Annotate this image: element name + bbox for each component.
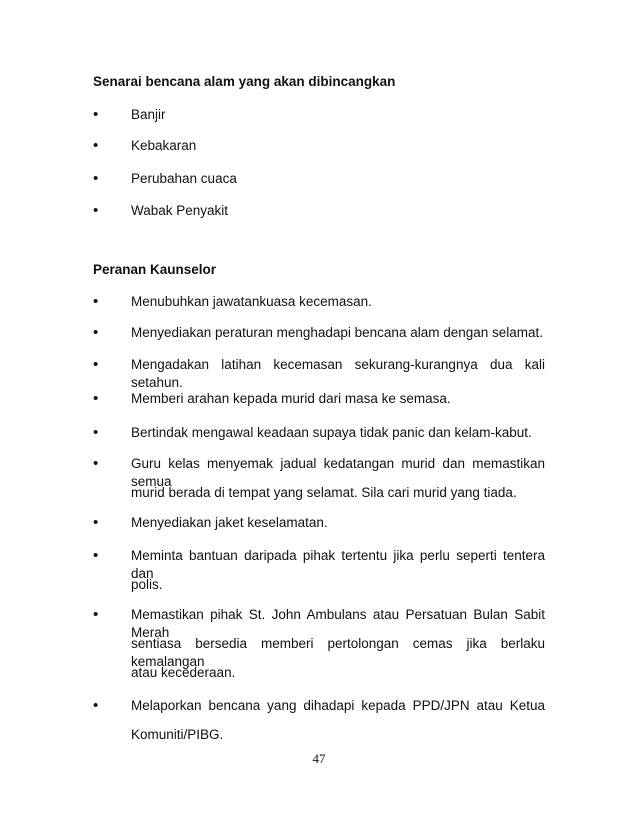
section-heading-counselor-role: Peranan Kaunselor (93, 262, 217, 277)
bullet-icon: • (93, 514, 99, 531)
list-item (93, 137, 545, 166)
bullet-icon: • (93, 455, 99, 472)
list-item (93, 697, 545, 755)
bullet-icon: • (93, 170, 99, 187)
bullet-icon: • (93, 106, 99, 123)
list-item-text: atau kecederaan. (131, 665, 236, 680)
list-item-text: Kebakaran (131, 138, 197, 153)
list-item-text: Menyediakan jaket keselamatan. (131, 515, 328, 530)
bullet-icon: • (93, 137, 99, 154)
list-item-text: Menubuhkan jawatankuasa kecemasan. (131, 294, 372, 309)
list-item-text: Meminta bantuan daripada pihak tertentu jika perlu seperti tentera dan (131, 548, 545, 581)
list-item (93, 455, 545, 513)
list-item (93, 202, 545, 231)
section-heading-disasters: Senarai bencana alam yang akan dibincangkan (93, 74, 396, 89)
bullet-icon: • (93, 324, 99, 341)
list-item (93, 356, 545, 390)
list-item (93, 106, 545, 135)
list-item-text: Melaporkan bencana yang dihadapi kepada PPD/JPN atau Ketua (131, 698, 545, 713)
bullet-icon: • (93, 606, 99, 623)
list-item-text: Komuniti/PIBG. (131, 727, 224, 742)
page-number: 47 (312, 751, 326, 766)
list-item (93, 424, 545, 453)
list-item-text: Wabak Penyakit (131, 203, 229, 218)
list-item-text: Mengadakan latihan kecemasan sekurang-kurangnya dua kali setahun. (131, 357, 545, 390)
list-item (93, 514, 545, 543)
bullet-icon: • (93, 293, 99, 310)
bullet-icon: • (93, 356, 99, 373)
list-item-text: Bertindak mengawal keadaan supaya tidak panic dan kelam-kabut. (131, 425, 532, 440)
list-item-text: polis. (131, 577, 163, 592)
list-item-text: sentiasa bersedia memberi pertolongan cemas jika berlaku kemalangan (131, 636, 545, 669)
bullet-icon: • (93, 547, 99, 564)
bullet-icon: • (93, 202, 99, 219)
list-item-text: Perubahan cuaca (131, 171, 237, 186)
list-item (93, 606, 545, 693)
list-item-text: Memastikan pihak St. John Ambulans atau Persatuan Bulan Sabit Merah (131, 607, 545, 640)
list-item (93, 170, 545, 199)
list-item (93, 390, 545, 419)
list-item-text: Memberi arahan kepada murid dari masa ke semasa. (131, 391, 451, 406)
list-item (93, 324, 545, 353)
bullet-icon: • (93, 697, 99, 714)
list-item-text: Menyediakan peraturan menghadapi bencana alam dengan selamat. (131, 325, 544, 340)
bullet-icon: • (93, 390, 99, 407)
bullet-icon: • (93, 424, 99, 441)
list-item (93, 547, 545, 605)
list-item-text: murid berada di tempat yang selamat. Sila cari murid yang tiada. (131, 485, 517, 500)
list-item-text: Banjir (131, 107, 166, 122)
list-item (93, 293, 545, 322)
list-item-text: Guru kelas menyemak jadual kedatangan murid dan memastikan semua (131, 456, 545, 489)
